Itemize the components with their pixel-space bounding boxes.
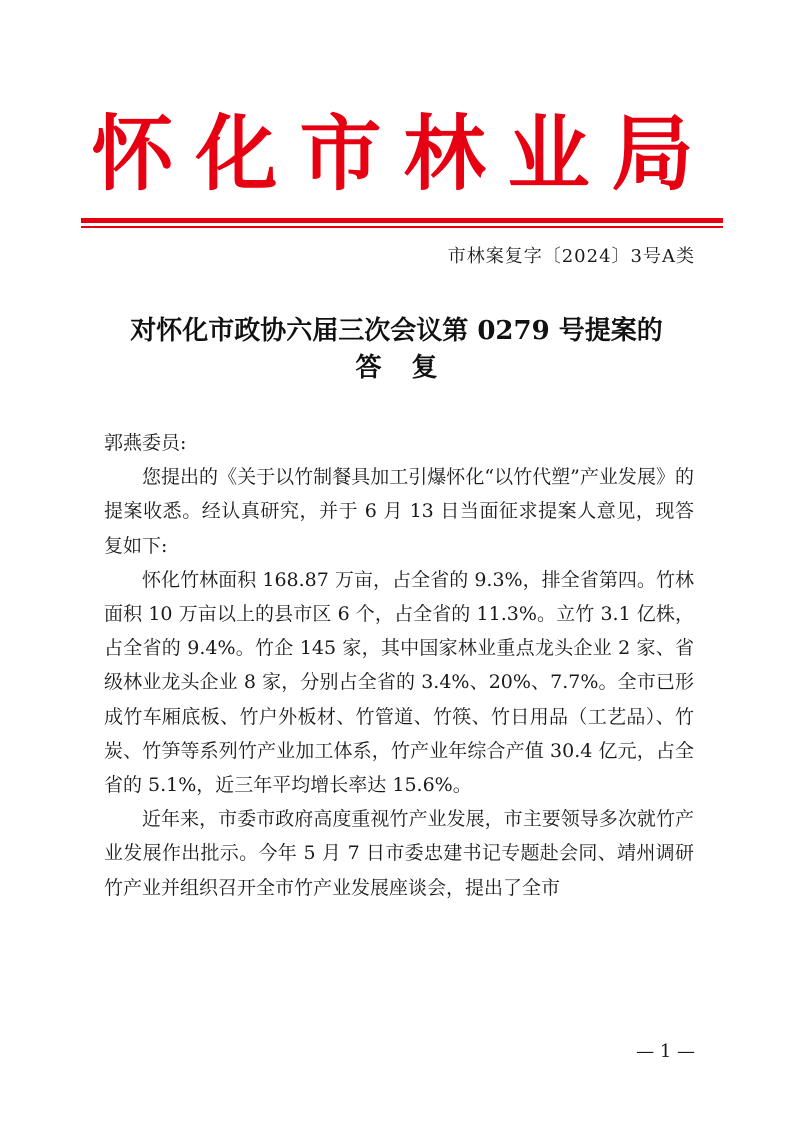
document-title: 对怀化市政协六届三次会议第 0279 号提案的 <box>130 316 663 346</box>
document-number: 市林案复字〔2024〕3号A类 <box>447 246 695 267</box>
masthead-rule-thin <box>81 226 723 228</box>
body-paragraph-1: 您提出的《关于以竹制餐具加工引爆怀化“以竹代塑”产业发展》的提案收悉。经认真研究，并于 6 月 13 日当面征求提案人意见，现答复如下: <box>104 466 694 557</box>
salutation: 郭燕委员: <box>104 432 187 454</box>
document-body <box>104 426 694 905</box>
body-paragraph-2: 怀化竹林面积 168.87 万亩，占全省的 9.3%，排全省第四。竹林面积 10 万亩以上的县市区 6 个，占全省的 11.3%。立竹 3.1 亿株，占全省的 9.4%。竹企 145 家，其中国家林业重点龙头企业 2 家、省级林业龙头企业 8 家，分别占全省的 3.4%、20%、7.7%。全市已形成竹车厢底板、竹户外板材、竹管道、竹筷、竹日用品（工艺品）、竹炭、竹笋等系列竹产业加工体系，竹产业年综合产值 30.4 亿元，占全省的 5.1%，近三年平均增长率达 15.6%。 <box>104 568 694 797</box>
masthead-rule-thick <box>81 218 723 223</box>
body-paragraph-3: 近年来，市委市政府高度重视竹产业发展，市主要领导多次就竹产业发展作出批示。今年 5 月 7 日市委忠建书记专题赴会同、靖州调研竹产业并组织召开全市竹产业发展座谈会，提出了全市 <box>104 808 694 899</box>
agency-masthead: 怀化市林业局 <box>91 107 716 202</box>
document-subtitle: 答复 <box>355 353 468 383</box>
page-number: — 1 — <box>636 1041 695 1062</box>
